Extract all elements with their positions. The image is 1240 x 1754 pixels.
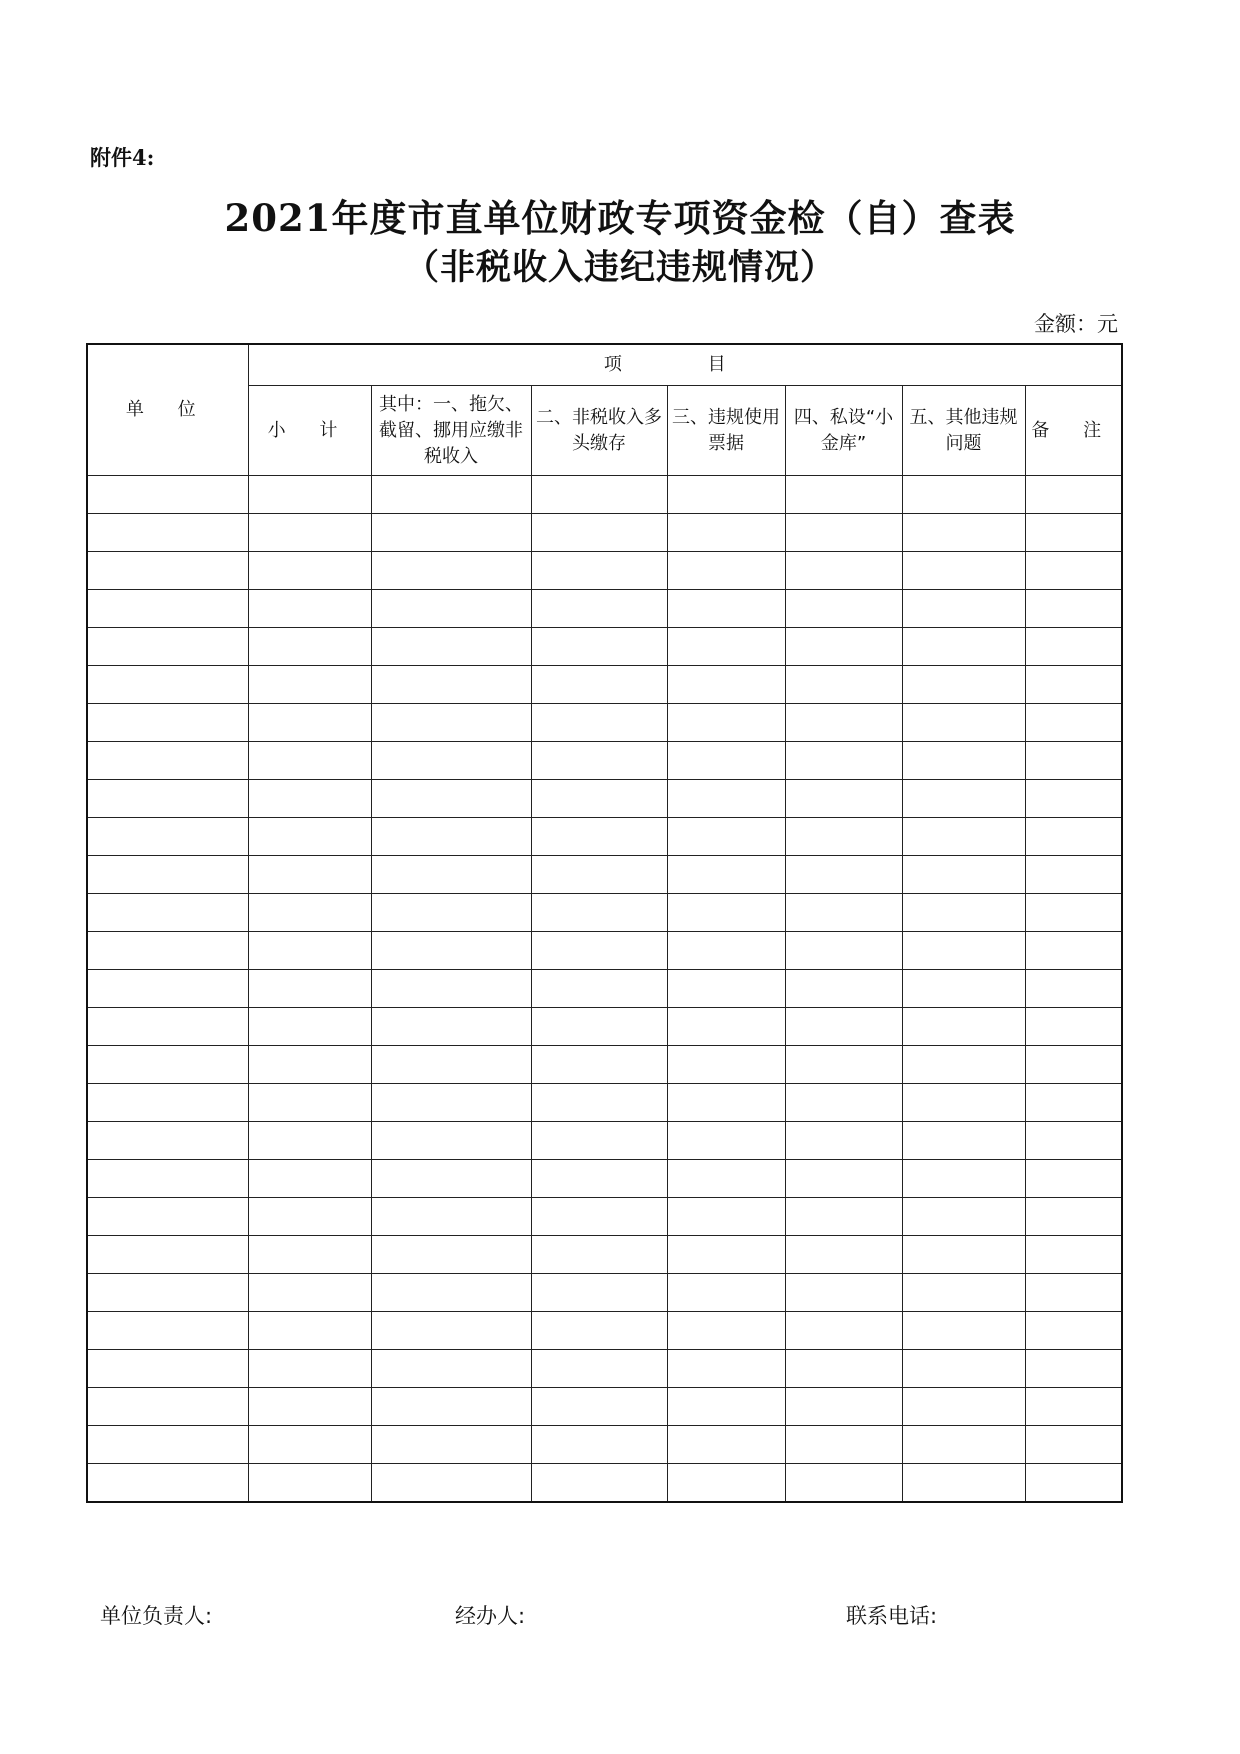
table-cell[interactable] bbox=[531, 1274, 667, 1312]
table-cell[interactable] bbox=[902, 1312, 1025, 1350]
table-cell[interactable] bbox=[785, 1008, 902, 1046]
table-cell[interactable] bbox=[248, 1312, 371, 1350]
table-cell[interactable] bbox=[785, 856, 902, 894]
table-row bbox=[87, 1198, 1122, 1236]
unit-column-header: 单 位 bbox=[87, 344, 248, 476]
table-cell[interactable] bbox=[371, 704, 531, 742]
table-cell[interactable] bbox=[785, 1464, 902, 1503]
table-cell[interactable] bbox=[667, 742, 785, 780]
table-cell[interactable] bbox=[371, 1046, 531, 1084]
table-cell[interactable] bbox=[1025, 856, 1122, 894]
table-cell[interactable] bbox=[667, 856, 785, 894]
unit-leader-label: 单位负责人: bbox=[100, 1604, 213, 1628]
table-cell[interactable] bbox=[87, 1426, 248, 1464]
table-cell[interactable] bbox=[87, 1160, 248, 1198]
table-cell[interactable] bbox=[248, 628, 371, 666]
table-cell[interactable] bbox=[531, 970, 667, 1008]
table-cell[interactable] bbox=[1025, 1084, 1122, 1122]
table-cell[interactable] bbox=[785, 628, 902, 666]
table-row bbox=[87, 932, 1122, 970]
table-cell[interactable] bbox=[87, 970, 248, 1008]
table-cell[interactable] bbox=[371, 514, 531, 552]
table-cell[interactable] bbox=[531, 1160, 667, 1198]
table-cell[interactable] bbox=[902, 1084, 1025, 1122]
table-cell[interactable] bbox=[1025, 628, 1122, 666]
table-cell[interactable] bbox=[248, 1388, 371, 1426]
table-cell[interactable] bbox=[531, 856, 667, 894]
table-cell[interactable] bbox=[87, 1084, 248, 1122]
table-row bbox=[87, 780, 1122, 818]
table-cell[interactable] bbox=[1025, 1046, 1122, 1084]
table-cell[interactable] bbox=[902, 818, 1025, 856]
table-cell[interactable] bbox=[1025, 1464, 1122, 1503]
table-cell[interactable] bbox=[1025, 1350, 1122, 1388]
table-cell[interactable] bbox=[785, 1312, 902, 1350]
table-cell[interactable] bbox=[785, 666, 902, 704]
table-cell[interactable] bbox=[785, 514, 902, 552]
table-cell[interactable] bbox=[785, 1046, 902, 1084]
table-cell[interactable] bbox=[1025, 1160, 1122, 1198]
table-cell[interactable] bbox=[902, 590, 1025, 628]
table-cell[interactable] bbox=[248, 514, 371, 552]
table-cell[interactable] bbox=[667, 1008, 785, 1046]
table-cell[interactable] bbox=[667, 1084, 785, 1122]
table-cell[interactable] bbox=[87, 780, 248, 818]
table-cell[interactable] bbox=[902, 704, 1025, 742]
table-cell[interactable] bbox=[785, 1122, 902, 1160]
table-cell[interactable] bbox=[902, 932, 1025, 970]
col-multi-deposit-header: 二、非税收入多头缴存 bbox=[531, 386, 667, 476]
table-cell[interactable] bbox=[902, 1046, 1025, 1084]
table-row bbox=[87, 970, 1122, 1008]
handler-label: 经办人: bbox=[455, 1604, 526, 1628]
table-cell[interactable] bbox=[667, 1464, 785, 1503]
table-cell[interactable] bbox=[1025, 704, 1122, 742]
table-cell[interactable] bbox=[371, 1388, 531, 1426]
col-slush-fund-header: 四、私设“小金库” bbox=[785, 386, 902, 476]
table-cell[interactable] bbox=[531, 1046, 667, 1084]
table-cell[interactable] bbox=[371, 1084, 531, 1122]
table-cell[interactable] bbox=[667, 1198, 785, 1236]
table-cell[interactable] bbox=[785, 1426, 902, 1464]
table-cell[interactable] bbox=[371, 590, 531, 628]
col-other-issues-header: 五、其他违规问题 bbox=[902, 386, 1025, 476]
table-cell[interactable] bbox=[785, 704, 902, 742]
table-cell[interactable] bbox=[667, 1122, 785, 1160]
table-row bbox=[87, 1350, 1122, 1388]
items-group-header: 项 目 bbox=[248, 344, 1122, 386]
table-cell[interactable] bbox=[371, 970, 531, 1008]
phone-label: 联系电话: bbox=[846, 1604, 938, 1628]
table-cell[interactable] bbox=[248, 1236, 371, 1274]
table-cell[interactable] bbox=[87, 1198, 248, 1236]
table-cell[interactable] bbox=[667, 970, 785, 1008]
table-cell[interactable] bbox=[87, 1236, 248, 1274]
table-cell[interactable] bbox=[902, 476, 1025, 514]
table-cell[interactable] bbox=[667, 1350, 785, 1388]
table-row bbox=[87, 514, 1122, 552]
table-row bbox=[87, 1312, 1122, 1350]
table-cell[interactable] bbox=[248, 1426, 371, 1464]
table-cell[interactable] bbox=[902, 1350, 1025, 1388]
table-cell[interactable] bbox=[248, 1008, 371, 1046]
table-row bbox=[87, 476, 1122, 514]
table-cell[interactable] bbox=[667, 1312, 785, 1350]
table-cell[interactable] bbox=[667, 818, 785, 856]
table-cell[interactable] bbox=[371, 894, 531, 932]
table-row bbox=[87, 1274, 1122, 1312]
document-title: 2021年度市直单位财政专项资金检（自）查表 bbox=[224, 196, 1016, 240]
table-cell[interactable] bbox=[785, 1160, 902, 1198]
table-cell[interactable] bbox=[531, 704, 667, 742]
table-cell[interactable] bbox=[87, 590, 248, 628]
table-cell[interactable] bbox=[785, 552, 902, 590]
table-cell[interactable] bbox=[248, 1198, 371, 1236]
table-cell[interactable] bbox=[531, 818, 667, 856]
table-cell[interactable] bbox=[667, 590, 785, 628]
table-cell[interactable] bbox=[902, 552, 1025, 590]
table-cell[interactable] bbox=[902, 1198, 1025, 1236]
document-subtitle: （非税收入违纪违规情况） bbox=[403, 247, 836, 288]
table-cell[interactable] bbox=[667, 514, 785, 552]
table-cell[interactable] bbox=[785, 818, 902, 856]
table-cell[interactable] bbox=[902, 894, 1025, 932]
table-cell[interactable] bbox=[531, 1350, 667, 1388]
table-cell[interactable] bbox=[248, 742, 371, 780]
table-cell[interactable] bbox=[531, 628, 667, 666]
table-row bbox=[87, 1160, 1122, 1198]
table-cell[interactable] bbox=[531, 780, 667, 818]
table-cell[interactable] bbox=[248, 856, 371, 894]
table-cell[interactable] bbox=[667, 1388, 785, 1426]
table-cell[interactable] bbox=[531, 1198, 667, 1236]
table-row bbox=[87, 742, 1122, 780]
table-cell[interactable] bbox=[248, 780, 371, 818]
table-cell[interactable] bbox=[248, 476, 371, 514]
table-cell[interactable] bbox=[1025, 780, 1122, 818]
table-row bbox=[87, 1008, 1122, 1046]
table-cell[interactable] bbox=[1025, 970, 1122, 1008]
table-cell[interactable] bbox=[371, 666, 531, 704]
table-row bbox=[87, 1122, 1122, 1160]
table-cell[interactable] bbox=[371, 1464, 531, 1503]
table-cell[interactable] bbox=[1025, 476, 1122, 514]
table-body bbox=[87, 476, 1122, 1503]
table-cell[interactable] bbox=[531, 894, 667, 932]
table-cell[interactable] bbox=[371, 1008, 531, 1046]
table-cell[interactable] bbox=[531, 1464, 667, 1503]
table-cell[interactable] bbox=[248, 1046, 371, 1084]
table-cell[interactable] bbox=[371, 1312, 531, 1350]
amount-unit-note: 金额：元 bbox=[1034, 312, 1118, 336]
table-cell[interactable] bbox=[371, 1236, 531, 1274]
table-cell[interactable] bbox=[87, 476, 248, 514]
table-cell[interactable] bbox=[248, 1274, 371, 1312]
table-cell[interactable] bbox=[1025, 1426, 1122, 1464]
table-cell[interactable] bbox=[371, 856, 531, 894]
table-cell[interactable] bbox=[785, 1198, 902, 1236]
table-cell[interactable] bbox=[248, 1464, 371, 1503]
table-cell[interactable] bbox=[1025, 1198, 1122, 1236]
table-cell[interactable] bbox=[87, 1312, 248, 1350]
table-cell[interactable] bbox=[248, 666, 371, 704]
table-cell[interactable] bbox=[902, 1122, 1025, 1160]
table-cell[interactable] bbox=[1025, 1008, 1122, 1046]
table-cell[interactable] bbox=[667, 552, 785, 590]
table-cell[interactable] bbox=[87, 818, 248, 856]
table-cell[interactable] bbox=[248, 704, 371, 742]
inspection-table bbox=[86, 343, 1123, 1503]
table-cell[interactable] bbox=[531, 1008, 667, 1046]
table-cell[interactable] bbox=[371, 1274, 531, 1312]
table-row bbox=[87, 1426, 1122, 1464]
table-cell[interactable] bbox=[87, 1122, 248, 1160]
table-cell[interactable] bbox=[667, 704, 785, 742]
table-cell[interactable] bbox=[531, 514, 667, 552]
table-cell[interactable] bbox=[667, 1046, 785, 1084]
table-row bbox=[87, 590, 1122, 628]
table-row bbox=[87, 818, 1122, 856]
table-cell[interactable] bbox=[87, 856, 248, 894]
table-cell[interactable] bbox=[1025, 514, 1122, 552]
table-cell[interactable] bbox=[785, 1274, 902, 1312]
table-cell[interactable] bbox=[87, 932, 248, 970]
table-row bbox=[87, 894, 1122, 932]
table-cell[interactable] bbox=[1025, 894, 1122, 932]
table-cell[interactable] bbox=[667, 1274, 785, 1312]
table-cell[interactable] bbox=[902, 1160, 1025, 1198]
table-row bbox=[87, 1084, 1122, 1122]
table-cell[interactable] bbox=[902, 1008, 1025, 1046]
table-cell[interactable] bbox=[785, 932, 902, 970]
table-cell[interactable] bbox=[371, 780, 531, 818]
table-cell[interactable] bbox=[902, 666, 1025, 704]
table-cell[interactable] bbox=[87, 666, 248, 704]
table-cell[interactable] bbox=[785, 970, 902, 1008]
table-cell[interactable] bbox=[902, 1464, 1025, 1503]
table-cell[interactable] bbox=[248, 1350, 371, 1388]
table-cell[interactable] bbox=[371, 476, 531, 514]
table-row bbox=[87, 704, 1122, 742]
table-cell[interactable] bbox=[667, 628, 785, 666]
table-cell[interactable] bbox=[902, 1236, 1025, 1274]
table-row bbox=[87, 552, 1122, 590]
table-cell[interactable] bbox=[531, 932, 667, 970]
table-cell[interactable] bbox=[902, 1274, 1025, 1312]
table-cell[interactable] bbox=[902, 628, 1025, 666]
table-cell[interactable] bbox=[531, 742, 667, 780]
table-cell[interactable] bbox=[1025, 552, 1122, 590]
table-row bbox=[87, 1046, 1122, 1084]
table-cell[interactable] bbox=[902, 1388, 1025, 1426]
table-cell[interactable] bbox=[902, 514, 1025, 552]
table-cell[interactable] bbox=[1025, 1388, 1122, 1426]
table-row bbox=[87, 1236, 1122, 1274]
table-row bbox=[87, 856, 1122, 894]
table-cell[interactable] bbox=[371, 1122, 531, 1160]
table-cell[interactable] bbox=[667, 894, 785, 932]
table-cell[interactable] bbox=[248, 894, 371, 932]
table-cell[interactable] bbox=[531, 590, 667, 628]
table-cell[interactable] bbox=[531, 552, 667, 590]
table-cell[interactable] bbox=[87, 1464, 248, 1503]
table-cell[interactable] bbox=[371, 932, 531, 970]
table-row bbox=[87, 666, 1122, 704]
table-cell[interactable] bbox=[371, 628, 531, 666]
table-cell[interactable] bbox=[87, 742, 248, 780]
table-cell[interactable] bbox=[248, 1122, 371, 1160]
attachment-label: 附件4: bbox=[90, 145, 155, 170]
table-cell[interactable] bbox=[531, 476, 667, 514]
table-cell[interactable] bbox=[248, 590, 371, 628]
table-cell[interactable] bbox=[87, 894, 248, 932]
col-receipt-misuse-header: 三、违规使用票据 bbox=[667, 386, 785, 476]
table-cell[interactable] bbox=[902, 856, 1025, 894]
table-cell[interactable] bbox=[531, 1236, 667, 1274]
table-cell[interactable] bbox=[87, 628, 248, 666]
table-cell[interactable] bbox=[667, 476, 785, 514]
table-cell[interactable] bbox=[371, 1426, 531, 1464]
table-cell[interactable] bbox=[1025, 742, 1122, 780]
table-cell[interactable] bbox=[531, 1388, 667, 1426]
table-cell[interactable] bbox=[785, 590, 902, 628]
table-row bbox=[87, 1388, 1122, 1426]
table-cell[interactable] bbox=[785, 894, 902, 932]
table-cell[interactable] bbox=[785, 1236, 902, 1274]
table-cell[interactable] bbox=[87, 1388, 248, 1426]
table-cell[interactable] bbox=[785, 1388, 902, 1426]
table-cell[interactable] bbox=[1025, 590, 1122, 628]
col-arrears-header: 其中：一、拖欠、截留、挪用应缴非税收入 bbox=[371, 386, 531, 476]
table-cell[interactable] bbox=[531, 1312, 667, 1350]
table-cell[interactable] bbox=[531, 1122, 667, 1160]
table-cell[interactable] bbox=[902, 1426, 1025, 1464]
table-cell[interactable] bbox=[248, 1160, 371, 1198]
table-cell[interactable] bbox=[785, 1350, 902, 1388]
table-cell[interactable] bbox=[87, 1350, 248, 1388]
col-remarks-header: 备 注 bbox=[1025, 386, 1122, 476]
table-cell[interactable] bbox=[531, 1426, 667, 1464]
table-cell[interactable] bbox=[87, 514, 248, 552]
table-cell[interactable] bbox=[667, 780, 785, 818]
table-cell[interactable] bbox=[371, 742, 531, 780]
table-cell[interactable] bbox=[667, 1236, 785, 1274]
table-cell[interactable] bbox=[785, 1084, 902, 1122]
table-cell[interactable] bbox=[1025, 666, 1122, 704]
table-cell[interactable] bbox=[902, 742, 1025, 780]
table-cell[interactable] bbox=[371, 1198, 531, 1236]
table-cell[interactable] bbox=[1025, 818, 1122, 856]
table-cell[interactable] bbox=[248, 932, 371, 970]
table-cell[interactable] bbox=[785, 742, 902, 780]
table-cell[interactable] bbox=[667, 1160, 785, 1198]
table-cell[interactable] bbox=[902, 970, 1025, 1008]
table-cell[interactable] bbox=[371, 1350, 531, 1388]
table-cell[interactable] bbox=[531, 1084, 667, 1122]
table-cell[interactable] bbox=[87, 552, 248, 590]
table-row bbox=[87, 628, 1122, 666]
table-cell[interactable] bbox=[248, 552, 371, 590]
table-cell[interactable] bbox=[1025, 1236, 1122, 1274]
table-cell[interactable] bbox=[667, 932, 785, 970]
table-cell[interactable] bbox=[1025, 1274, 1122, 1312]
table-cell[interactable] bbox=[667, 666, 785, 704]
table-cell[interactable] bbox=[902, 780, 1025, 818]
table-cell[interactable] bbox=[785, 780, 902, 818]
col-subtotal-header: 小 计 bbox=[248, 386, 371, 476]
table-cell[interactable] bbox=[248, 1084, 371, 1122]
table-cell[interactable] bbox=[371, 1160, 531, 1198]
table-cell[interactable] bbox=[1025, 932, 1122, 970]
table-cell[interactable] bbox=[371, 818, 531, 856]
table-cell[interactable] bbox=[87, 1008, 248, 1046]
table-cell[interactable] bbox=[531, 666, 667, 704]
table-cell[interactable] bbox=[87, 1046, 248, 1084]
table-cell[interactable] bbox=[1025, 1312, 1122, 1350]
table-cell[interactable] bbox=[87, 1274, 248, 1312]
table-cell[interactable] bbox=[1025, 1122, 1122, 1160]
table-row bbox=[87, 1464, 1122, 1503]
table-cell[interactable] bbox=[248, 970, 371, 1008]
table-cell[interactable] bbox=[371, 552, 531, 590]
table-cell[interactable] bbox=[87, 704, 248, 742]
table-cell[interactable] bbox=[667, 1426, 785, 1464]
table-cell[interactable] bbox=[785, 476, 902, 514]
table-cell[interactable] bbox=[248, 818, 371, 856]
